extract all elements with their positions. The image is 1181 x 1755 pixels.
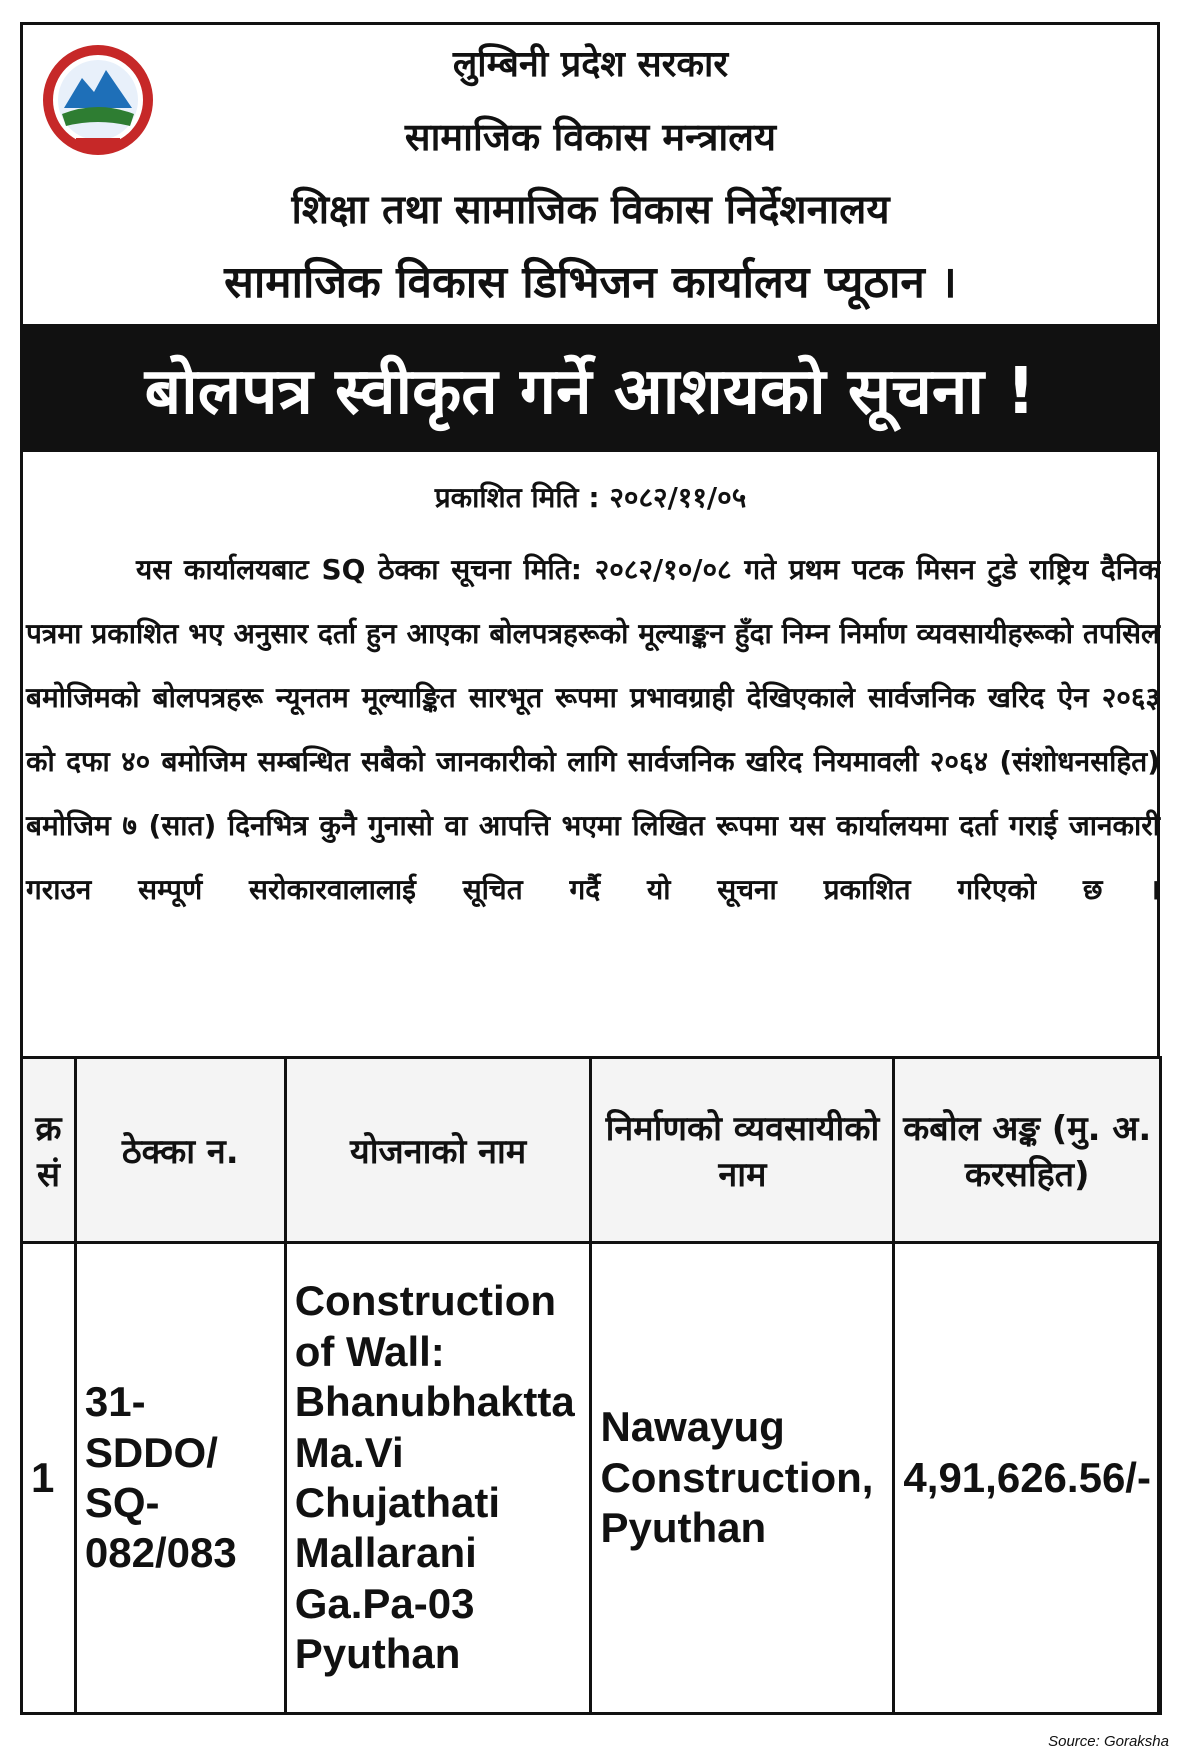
- col-bid-amount: कबोल अङ्क (मु. अ. करसहित): [894, 1058, 1161, 1243]
- published-date: प्रकाशित मिति : २०८२/११/०५: [434, 481, 747, 514]
- cell-bid-amount: 4,91,626.56/-: [894, 1243, 1161, 1714]
- col-serial: क्र सं: [22, 1058, 76, 1243]
- header-directorate: शिक्षा तथा सामाजिक विकास निर्देशनालय: [291, 187, 890, 233]
- source-credit: Source: Goraksha: [1048, 1733, 1169, 1750]
- header-office: सामाजिक विकास डिभिजन कार्यालय प्यूठान ।: [224, 257, 957, 308]
- cell-serial: 1: [22, 1243, 76, 1714]
- table-row: [22, 1243, 1161, 1714]
- cell-contract-no: 31-SDDO/ SQ-082/083: [75, 1243, 285, 1714]
- notice-title-banner: बोलपत्र स्वीकृत गर्ने आशयको सूचना !: [20, 324, 1160, 452]
- bid-table: [20, 1056, 1162, 1715]
- table-header-row: [22, 1058, 1161, 1243]
- col-project-name: योजनाको नाम: [285, 1058, 591, 1243]
- cell-project-name: Construction of Wall: Bhanubhaktta Ma.Vi Chujathati Mallarani Ga.Pa-03 Pyuthan: [285, 1243, 591, 1714]
- header-province: लुम्बिनी प्रदेश सरकार: [452, 44, 729, 85]
- notice-body: [26, 538, 1160, 922]
- cell-contractor-name: Nawayug Construction, Pyuthan: [591, 1243, 894, 1714]
- notice-paragraph: यस कार्यालयबाट SQ ठेक्का सूचना मिति: २०८२/१०/०८ गते प्रथम पटक मिसन टुडे राष्ट्रिय दैनिक पत्रमा प्रकाशित भए अनुसार दर्ता हुन आएका बोलपत्रहरूको मूल्याङ्कन हुँदा निम्न निर्माण व्यवसायीहरूको तपसिल बमोजिमको बोलपत्रहरू न्यूनतम मूल्याङ्कित सारभूत रूपमा प्रभावग्राही देखिएकाले सार्वजनिक खरिद ऐन २०६३ को दफा ४० बमोजिम सम्बन्धित सबैको जानकारीको लागि सार्वजनिक खरिद नियमावली २०६४ (संशोधनसहित) बमोजिम ७ (सात) दिनभित्र कुनै गुनासो वा आपत्ति भएमा लिखित रूपमा यस कार्यालयमा दर्ता गराई जानकारी गराउन सम्पूर्ण सरोकारवालालाई सूचित गर्दै यो सूचना प्रकाशित गरिएको छ ।: [26, 553, 1160, 906]
- header-ministry: सामाजिक विकास मन्त्रालय: [404, 115, 777, 159]
- col-contractor-name: निर्माणको व्यवसायीको नाम: [591, 1058, 894, 1243]
- col-contract-no: ठेक्का न.: [75, 1058, 285, 1243]
